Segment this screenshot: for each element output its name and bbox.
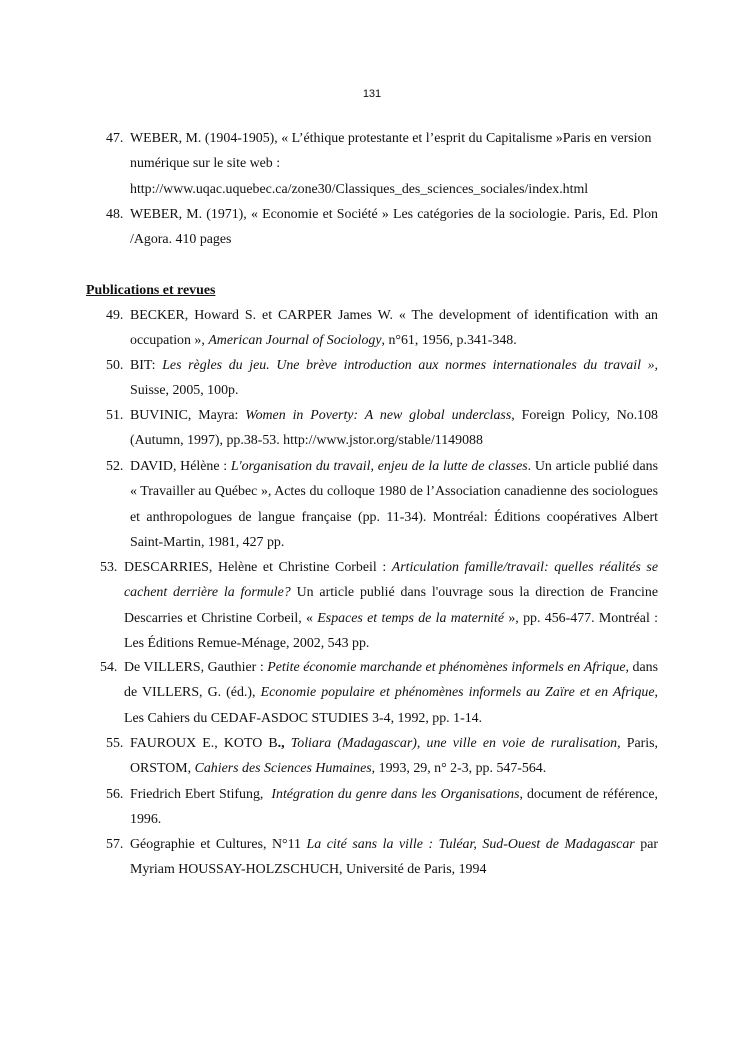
journal-title: Cahiers des Sciences Humaines [194,761,372,777]
reference-number: 56. [106,787,124,802]
reference-52 [106,454,658,555]
reference-50 [106,353,658,404]
reference-number: 47. [106,131,124,146]
reference-text: Géographie et Cultures, N°11 [130,837,307,852]
reference-53 [100,555,658,656]
reference-text: Un article publié dans l'ouvrage sous la direction de Francine Descarries et Christine Corbeil, « [124,585,658,626]
reference-text: Suisse, 2005, 100p. [130,383,239,399]
reference-51 [106,403,659,454]
reference-54 [100,655,659,731]
work-title: Intégration du genre dans les Organisations [271,787,520,802]
reference-text: WEBER, M. (1971), « Economie et Société » Les catégories de la sociologie. Paris, Ed. Plon /Agora. 410 pages [130,207,658,248]
reference-49 [106,303,658,354]
reference-text: », pp. 456-477. Montréal : Les Éditions Remue-Ménage, 2002, 543 pp. [124,610,658,651]
work-title: L'organisation du travail, enjeu de la lutte de classes [230,459,528,474]
reference-number: 54. [100,660,118,675]
reference-text: De VILLERS, Gauthier : [124,660,268,675]
reference-text: , Foreign Policy, No.108 (Autumn, 1997), pp.38-53. http://www.jstor.org/stable/1149088 [130,408,659,449]
reference-number: 53. [100,560,118,575]
reference-url[interactable]: http://www.uqac.uquebec.ca/zone30/Classiques_des_sciences_sociales/index.html [130,181,589,197]
reference-number: 50. [106,358,124,373]
reference-text: Friedrich Ebert Stifung, [130,787,272,802]
reference-text: , Paris, ORSTOM, [130,736,658,777]
journal-title: American Journal of Sociology [208,333,382,349]
reference-57 [106,832,658,883]
reference-text: ., [277,736,291,751]
work-title: Petite économie marchande et phénomènes informels en Afrique [267,660,626,675]
reference-text: , document de référence, 1996. [130,787,658,828]
reference-47 [106,126,658,202]
page-number: 131 [362,88,382,100]
reference-text: FAUROUX E., KOTO B [130,736,278,751]
reference-text: DAVID, Hélène : [130,459,231,474]
section-title: Publications et revues [86,283,216,298]
reference-text: , Les Cahiers du CEDAF-ASDOC STUDIES 3-4, 1992, pp. 1-14. [124,685,659,726]
reference-56 [106,782,658,833]
book-title: Economie populaire et phénomènes informels au Zaïre et en Afrique [260,685,655,701]
reference-number: 48. [106,207,124,222]
reference-text: BECKER, Howard S. et CARPER James W. « The development of identification with an occupation », [130,308,658,349]
reference-text: , dans de VILLERS, G. (éd.), [124,660,658,701]
work-title: Articulation famille/travail: quelles réalités se cachent derrière la formule? [124,560,658,601]
reference-text: BIT: [130,358,163,373]
reference-text: DESCARRIES, Helène et Christine Corbeil : [124,560,392,575]
reference-text: WEBER, M. (1904-1905), « L’éthique protestante et l’esprit du Capitalisme »Paris en version numérique sur le site web : [130,131,652,172]
work-title: Les règles du jeu. Une brève introduction aux normes internationales du travail », [162,358,658,373]
reference-48 [106,202,658,253]
reference-55 [106,731,658,782]
work-title: La cité sans la ville : Tuléar, Sud-Ouest de Madagascar [306,837,635,852]
reference-number: 52. [106,459,124,474]
work-title: Toliara (Madagascar), une ville en voie de ruralisation [290,736,618,751]
reference-number: 55. [106,736,124,751]
reference-text: par Myriam HOUSSAY-HOLZSCHUCH, Université de Paris, 1994 [130,837,658,878]
reference-number: 57. [106,837,124,852]
work-title: Women in Poverty: A new global underclass [245,408,512,423]
reference-number: 49. [106,308,124,323]
reference-text: . Un article publié dans « Travailler au Québec », Actes du colloque 1980 de l’Association canadienne des sociologues et anthropologues de langue française (pp. 11-34). Montréal: Éditions coopératives Albert Saint-Martin, 1981, 427 pp. [130,459,658,550]
book-title: Espaces et temps de la maternité [317,610,505,626]
reference-text: BUVINIC, Mayra: [130,408,246,423]
reference-text: , n°61, 1956, p.341-348. [381,333,517,349]
reference-text: , 1993, 29, n° 2-3, pp. 547-564. [371,761,547,777]
reference-number: 51. [106,408,124,423]
